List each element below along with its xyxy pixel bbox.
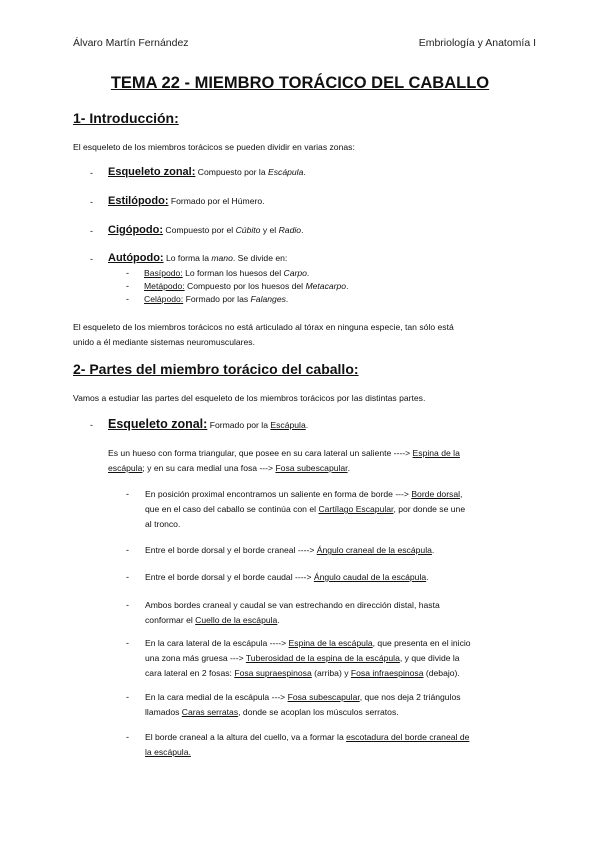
bullet-dash: - [126, 268, 129, 278]
term: Ángulo craneal de la escápula [316, 545, 432, 555]
section-1-closing-line-1: El esqueleto de los miembros torácicos no está articulado al tórax en ninguna especie, tan sólo está [73, 322, 454, 332]
text: una zona más gruesa ---> [145, 653, 246, 663]
term: Fosa supraespinosa [234, 668, 312, 678]
term: Ángulo caudal de la escápula [313, 572, 427, 582]
bullet-1-line-2 [145, 502, 465, 517]
bullet-1-line-1 [145, 487, 462, 502]
text: (arriba) y [311, 668, 351, 678]
bullet-4-line-2 [145, 613, 280, 628]
section-2-heading-text: 2- Partes del miembro torácico del caballo: [73, 361, 359, 377]
sublist-item-metapodo [144, 281, 348, 291]
bullet-4-line-1: Ambos bordes craneal y caudal se van estrechando en dirección distal, hasta [145, 600, 440, 610]
text: llamados [145, 707, 182, 717]
text: Formado por la [207, 420, 271, 430]
list-item-esqueleto-zonal [108, 166, 306, 178]
bullet-dash: - [126, 692, 129, 702]
bullet-7-line-1 [145, 730, 469, 745]
term: Metápodo: [144, 281, 185, 291]
text: , que nos deja 2 triángulos [359, 692, 461, 702]
tail: . [305, 420, 309, 430]
text: cara lateral en 2 fosas: [145, 668, 235, 678]
bullet-6-line-2 [145, 705, 399, 720]
bullet-dash: - [126, 600, 129, 610]
tail: . Se divide en: [232, 253, 288, 263]
bullet-3 [145, 570, 429, 585]
mid: y el [260, 225, 279, 235]
em: mano [211, 253, 233, 263]
term: Tuberosidad de la espina de la escápula [245, 653, 400, 663]
text: En la cara medial de la escápula ---> [145, 692, 288, 702]
text: Formado por las [183, 294, 251, 304]
term: Espina de la escápula [288, 638, 373, 648]
bullet-7-line-2 [145, 745, 191, 760]
bullet-5-line-2 [145, 651, 460, 666]
text: . [426, 572, 429, 582]
bullet-6-line-1 [145, 690, 461, 705]
em: Carpo [283, 268, 307, 278]
bullet-dash: - [126, 545, 129, 555]
sublist-item-basipodo [144, 268, 309, 278]
bullet-5-line-1 [145, 636, 471, 651]
tail: . [301, 225, 304, 235]
text: Es un hueso con forma triangular, que posee en su cara lateral un saliente ----> [108, 448, 413, 458]
text: En posición proximal encontramos un saliente en forma de borde ---> [145, 489, 412, 499]
term: Cuello de la escápula [195, 615, 278, 625]
term: Celápodo: [144, 294, 184, 304]
text: Compuesto por el [162, 225, 236, 235]
bullet-1-line-3: al tronco. [145, 519, 181, 529]
tail: . [285, 294, 289, 304]
text: (debajo). [423, 668, 460, 678]
text: Formado por el Húmero. [168, 196, 265, 206]
text: , [460, 489, 463, 499]
tail: . [303, 167, 306, 177]
tail: . [346, 281, 349, 291]
list-item-esqueleto-zonal-2 [108, 417, 308, 431]
bullet-dash: - [90, 197, 93, 207]
bullet-dash: - [126, 489, 129, 499]
text: Compuesto por la [195, 167, 269, 177]
list-item-autopodo [108, 252, 287, 264]
text: , y que divide la [399, 653, 460, 663]
list-item-estilopodo [108, 195, 265, 207]
term: Autópodo: [108, 252, 164, 264]
text: , que presenta en el inicio [372, 638, 471, 648]
em: Metacarpo [305, 281, 347, 291]
bullet-dash: - [90, 420, 93, 430]
bullet-dash: - [90, 168, 93, 178]
text: conformar el [145, 615, 196, 625]
term: Cartílago Escapular [318, 504, 394, 514]
bullet-dash: - [126, 281, 129, 291]
em: Escápula [268, 167, 304, 177]
text: Entre el borde dorsal y el borde craneal ----> [145, 545, 317, 555]
bullet-5-line-3 [145, 666, 460, 681]
em: Cúbito [235, 225, 261, 235]
section-1-intro: El esqueleto de los miembros torácicos se pueden dividir en varias zonas: [73, 142, 355, 152]
header-course: Embriología y Anatomía I [418, 37, 536, 49]
text: , donde se acoplan los músculos serratos. [238, 707, 399, 717]
term: Espina de la [412, 448, 460, 458]
text: ; y en su cara medial una fosa ---> [142, 463, 276, 473]
tail: . [306, 268, 310, 278]
term: escápula [108, 463, 143, 473]
bullet-dash: - [126, 294, 129, 304]
em: Falanges [250, 294, 286, 304]
term: Caras serratas [181, 707, 239, 717]
text: Entre el borde dorsal y el borde caudal ----> [145, 572, 314, 582]
paragraph-line-1 [108, 446, 460, 461]
bullet-dash: - [126, 732, 129, 742]
page-title: TEMA 22 - MIEMBRO TORÁCICO DEL CABALLO [110, 74, 490, 92]
text: El borde craneal a la altura del cuello, va a formar la [145, 732, 347, 742]
term: escotadura del borde craneal de [346, 732, 470, 742]
text: . [431, 545, 435, 555]
header-author: Álvaro Martín Fernández [73, 37, 189, 49]
bullet-dash: - [126, 638, 129, 648]
text: . [347, 463, 350, 473]
section-1-closing-line-2: unido a él mediante sistemas neuromusculares. [73, 337, 255, 347]
paragraph-line-2 [108, 461, 350, 476]
text: Lo forman los huesos del [182, 268, 284, 278]
term: Fosa infraespinosa [350, 668, 424, 678]
link-escapula: Escápula [270, 420, 306, 430]
term: la escápula. [145, 747, 191, 757]
term: Borde dorsal [411, 489, 461, 499]
bullet-dash: - [90, 254, 93, 264]
text: En la cara lateral de la escápula ----> [145, 638, 289, 648]
section-1-heading: 1- Introducción: [73, 110, 179, 126]
term: Esqueleto zonal: [108, 166, 196, 178]
text: . [277, 615, 280, 625]
text: Compuesto por los huesos del [184, 281, 306, 291]
term: Fosa subescapular [287, 692, 360, 702]
bullet-dash: - [126, 572, 129, 582]
term: Estilópodo: [108, 195, 169, 207]
bullet-dash: - [90, 226, 93, 236]
text: Lo forma la [163, 253, 212, 263]
bullet-2 [145, 543, 434, 558]
list-item-cigopodo [108, 224, 303, 236]
term: Esqueleto zonal: [108, 417, 208, 431]
section-2-intro: Vamos a estudiar las partes del esqueleto de los miembros torácicos por las distintas partes. [73, 393, 426, 403]
term: Basípodo: [144, 268, 183, 278]
term: Fosa subescapular [275, 463, 348, 473]
section-2-heading [73, 361, 359, 377]
sublist-item-celapodo [144, 294, 288, 304]
em2: Radio [278, 225, 302, 235]
term: Cigópodo: [108, 224, 163, 236]
text: que en el caso del caballo se continúa con el [145, 504, 319, 514]
text: , por donde se une [393, 504, 466, 514]
